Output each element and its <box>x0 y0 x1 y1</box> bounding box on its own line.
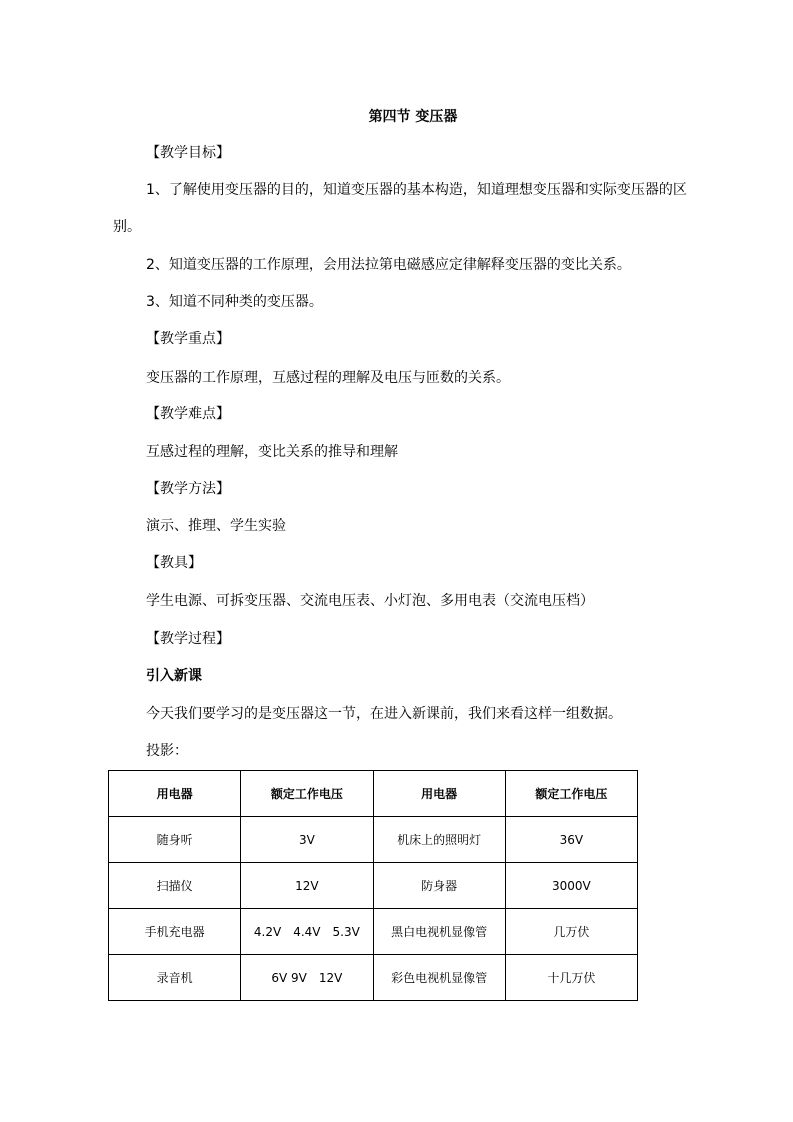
key-heading: 【教学重点】 <box>146 331 230 347</box>
table-cell: 黑白电视机显像管 <box>373 909 505 955</box>
table-header-cell: 额定工作电压 <box>505 771 637 817</box>
difficult-text: 互感过程的理解，变比关系的推导和理解 <box>146 444 398 460</box>
table-header-row <box>109 771 638 817</box>
intro-heading: 引入新课 <box>146 668 202 684</box>
goal-2-text: 2、知道变压器的工作原理，会用法拉第电磁感应定律解释变压器的变比关系。 <box>146 257 631 273</box>
table-row <box>109 863 638 909</box>
table-cell: 6V 9V 12V <box>241 955 373 1001</box>
intro-text: 今天我们要学习的是变压器这一节，在进入新课前，我们来看这样一组数据。 <box>146 706 622 722</box>
tools-heading: 【教具】 <box>146 555 202 571</box>
tools-text: 学生电源、可拆变压器、交流电压表、小灯泡、多用电表（交流电压档） <box>146 593 594 609</box>
table-cell: 彩色电视机显像管 <box>373 955 505 1001</box>
table-cell: 防身器 <box>373 863 505 909</box>
table-cell: 3000V <box>505 863 637 909</box>
table-row <box>109 955 638 1001</box>
table-header-cell: 用电器 <box>373 771 505 817</box>
method-heading: 【教学方法】 <box>146 481 230 497</box>
key-text: 变压器的工作原理，互感过程的理解及电压与匝数的关系。 <box>146 370 510 386</box>
method-text: 演示、推理、学生实验 <box>146 518 286 534</box>
table-cell: 十几万伏 <box>505 955 637 1001</box>
table-header-cell: 额定工作电压 <box>241 771 373 817</box>
table-row <box>109 909 638 955</box>
table-cell: 手机充电器 <box>109 909 241 955</box>
table-cell: 随身听 <box>109 817 241 863</box>
table-header-cell: 用电器 <box>109 771 241 817</box>
table-cell: 12V <box>241 863 373 909</box>
table-cell: 4.2V 4.4V 5.3V <box>241 909 373 955</box>
table-cell: 几万伏 <box>505 909 637 955</box>
table-cell: 机床上的照明灯 <box>373 817 505 863</box>
goal-1-text: 1、了解使用变压器的目的，知道变压器的基本构造，知道理想变压器和实际变压器的区别。 <box>113 182 687 235</box>
table-cell: 36V <box>505 817 637 863</box>
goal-3-text: 3、知道不同种类的变压器。 <box>146 294 323 310</box>
table-cell: 3V <box>241 817 373 863</box>
difficult-heading: 【教学难点】 <box>146 406 230 422</box>
voltage-table <box>108 770 638 1001</box>
table-row <box>109 817 638 863</box>
process-heading: 【教学过程】 <box>146 631 230 647</box>
table-cell: 扫描仪 <box>109 863 241 909</box>
goals-heading: 【教学目标】 <box>146 145 230 161</box>
projection-label: 投影： <box>146 743 188 759</box>
table-cell: 录音机 <box>109 955 241 1001</box>
page-title: 第四节 变压器 <box>368 109 458 125</box>
